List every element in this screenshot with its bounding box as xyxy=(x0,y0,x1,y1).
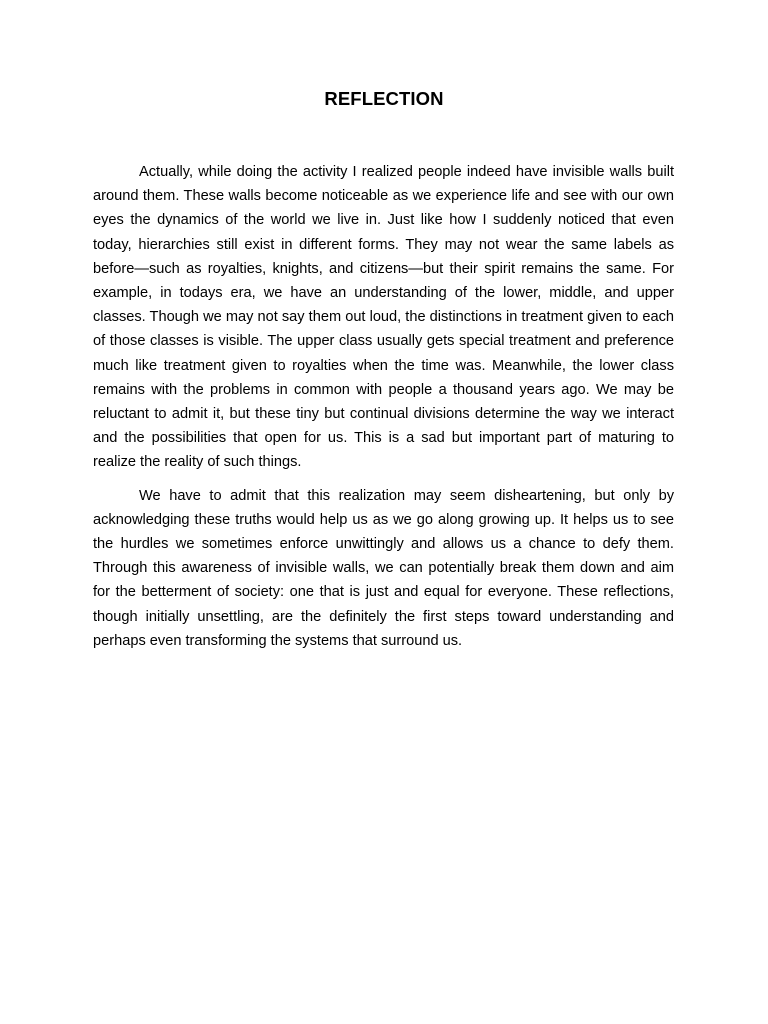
paragraph-2: We have to admit that this realization may seem disheartening, but only by acknowledging these truths would help us as we go along growing up. It helps us to see the hurdles we sometimes enforce unwittingly and allows us a chance to defy them. Through this awareness of invisible walls, we can potentially break them down and aim for the betterment of society: one that is just and equal for everyone. These reflections, though initially unsettling, are the definitely the first steps toward understanding and perhaps even transforming the systems that surround us. xyxy=(93,487,674,649)
document-title: REFLECTION xyxy=(324,88,444,109)
document-body xyxy=(93,160,674,662)
paragraph-1: Actually, while doing the activity I realized people indeed have invisible walls built around them. These walls become noticeable as we experience life and see with our own eyes the dynamics of the world we live in. Just like how I suddenly noticed that even today, hierarchies still exist in different forms. They may not wear the same labels as before—such as royalties, knights, and citizens—but their spirit remains the same. For example, in todays era, we have an understanding of the lower, middle, and upper classes. Though we may not say them out loud, the distinctions in treatment given to each of those classes is visible. The upper class usually gets special treatment and preference much like treatment given to royalties when the time was. Meanwhile, the lower class remains with the problems in common with people a thousand years ago. We may be reluctant to admit it, but these tiny but continual divisions determine the way we interact and the possibilities that open for us. This is a sad but important part of maturing to realize the reality of such things. xyxy=(93,164,674,471)
